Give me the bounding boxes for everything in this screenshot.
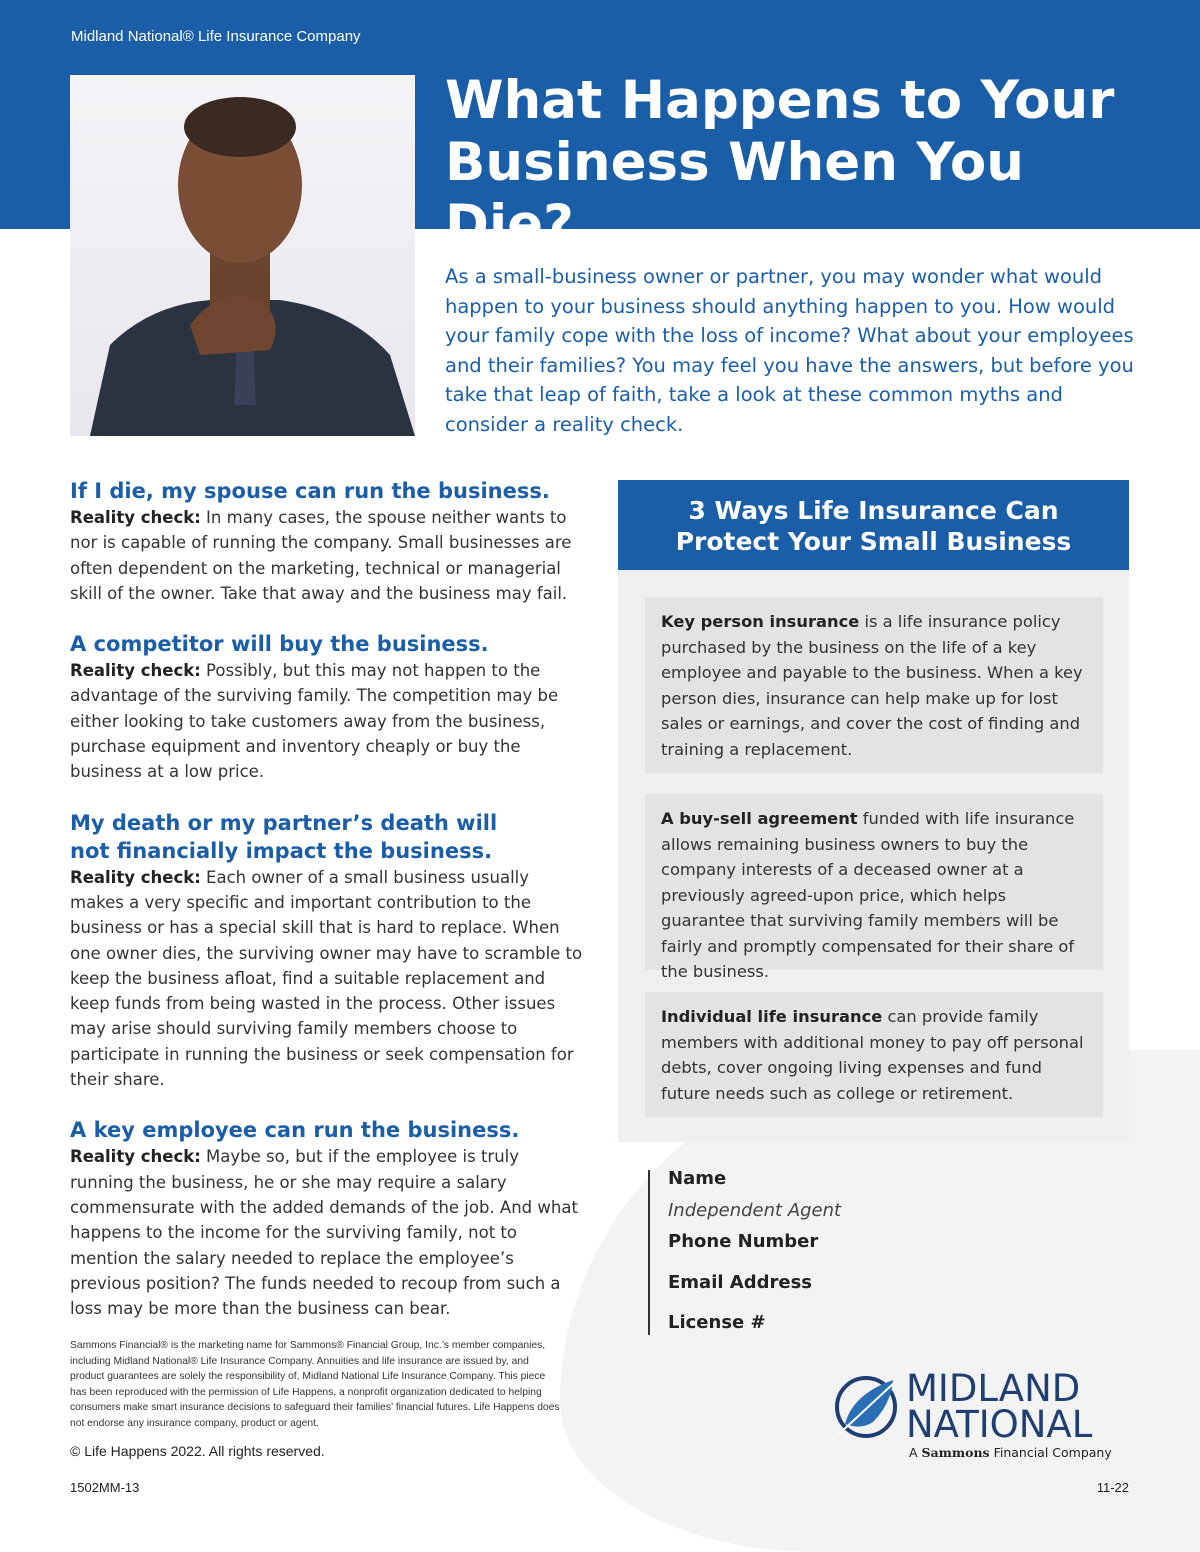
myth-body (70, 505, 585, 606)
company-name: Midland National® Life Insurance Company (71, 28, 361, 45)
intro-paragraph: As a small-business owner or partner, you may wonder what would happen to your business should anything happen to you. How would your family cope with the loss of income? What about your employees and their families? You may feel you have the answers, but before you take that leap of faith, take a look at these common myths and consider a reality check. (445, 265, 1134, 436)
leaf-icon (833, 1374, 903, 1440)
copyright: © Life Happens 2022. All rights reserved. (70, 1443, 325, 1459)
card-text: can provide family members with additional money to pay off personal debts, cover ongoing living expenses and fund future needs such as college or retirement. (661, 1007, 1084, 1103)
myth-body (70, 865, 585, 1093)
reality-check-label: Reality check: (70, 867, 201, 887)
card-bold: Individual life insurance (661, 1007, 883, 1026)
reality-check-text: Possibly, but this may not happen to the advantage of the surviving family. The competition may be either looking to take customers away from the business, purchase equipment and inventory cheaply or buy the business at a low price. (70, 661, 559, 782)
myth-heading: A key employee can run the business. (70, 1118, 520, 1143)
myth-body (70, 1144, 585, 1321)
tagline-brand: Sammons (921, 1445, 990, 1460)
sidebar-title-line-2: Protect Your Small Business (675, 527, 1072, 556)
card-individual (645, 992, 1103, 1117)
sidebar-title-line-1: 3 Ways Life Insurance Can (688, 496, 1059, 525)
agent-role: Independent Agent (668, 1200, 842, 1221)
reality-check-label: Reality check: (70, 661, 201, 681)
title-line-1: What Happens to Your (445, 70, 1115, 131)
sidebar-box (618, 480, 1129, 1142)
card-buy-sell (645, 794, 1103, 981)
form-number: 1502MM-13 (70, 1480, 140, 1495)
card-text: is a life insurance policy purchased by the business on the life of a key employee and payable to the business. When a key person dies, insurance can help make up for lost sales or earnings, and cover the cost of finding and training a replacement. (661, 612, 1083, 759)
reality-check-label: Reality check: (70, 1147, 201, 1167)
disclaimer: Sammons Financial® is the marketing name for Sammons® Financial Group, Inc.’s member companies, including Midland National® Life Insurance Company. Annuities and life insurance are issued by, and product guarantees are solely the responsibility of, Midland National Life Insurance Company. This piece has been reproduced with the permission of Life Happens, a nonprofit organization dedicated to helping consumers make smart insurance decisions to safeguard their families’ financial futures. Life Happens does not endorse any insurance company, product or agent. (70, 1340, 560, 1429)
logo-line-2: NATIONAL (906, 1403, 1093, 1446)
tagline-a: A (909, 1445, 918, 1460)
sidebar-title (618, 480, 1129, 570)
card-bold: A buy-sell agreement (661, 809, 858, 828)
reality-check-text: Each owner of a small business usually makes a very specific and important contribution to the business or has a special skill that is hard to replace. When one owner dies, the surviving owner may have to scramble to keep the business afloat, find a suitable replacement and keep funds from being wasted in the process. Other issues may arise should surviving family members choose to participate in running the business or seek compensation for their share. (70, 867, 583, 1090)
agent-phone: Phone Number (668, 1231, 819, 1252)
myths-column (70, 477, 585, 1345)
myth-heading: My death or my partner’s death will not financially impact the business. (70, 810, 498, 863)
myth-body (70, 658, 585, 784)
reality-check-label: Reality check: (70, 508, 201, 527)
portrait-photo (70, 75, 415, 436)
logo-tagline (909, 1445, 1112, 1460)
date-code: 11-22 (1096, 1480, 1129, 1495)
card-text: funded with life insurance allows remaining business owners to buy the company interests of a deceased owner at a previously agreed-upon price, which helps guarantee that surviving family members will be fairly and promptly compensated for their share of the business. (661, 809, 1075, 981)
agent-license: License # (668, 1312, 766, 1333)
reality-check-text: Maybe so, but if the employee is truly running the business, he or she may require a salary commensurate with the added demands of the job. And what happens to the income for the surviving family, not to mention the salary needed to replace the employee’s previous position? The funds needed to recoup from such a loss may be more than the business can bear. (70, 1147, 578, 1319)
card-key-person (645, 597, 1103, 773)
logo-line-1: MIDLAND (906, 1367, 1081, 1410)
page-title (445, 70, 1165, 256)
card-bold: Key person insurance (661, 612, 860, 631)
tagline-rest: Financial Company (993, 1445, 1112, 1460)
agent-email: Email Address (668, 1272, 813, 1293)
agent-contact (648, 1168, 842, 1335)
myth-heading: If I die, my spouse can run the business. (70, 479, 550, 503)
agent-name: Name (668, 1168, 727, 1189)
title-line-2: Business When You Die? (445, 132, 1025, 255)
myth-heading: A competitor will buy the business. (70, 632, 489, 657)
midland-national-logo (833, 1367, 1123, 1467)
reality-check-text: In many cases, the spouse neither wants to nor is capable of running the company. Small businesses are often dependent on the marketing, technical or managerial skill of the owner. Take that away and the business may fail. (70, 508, 572, 603)
